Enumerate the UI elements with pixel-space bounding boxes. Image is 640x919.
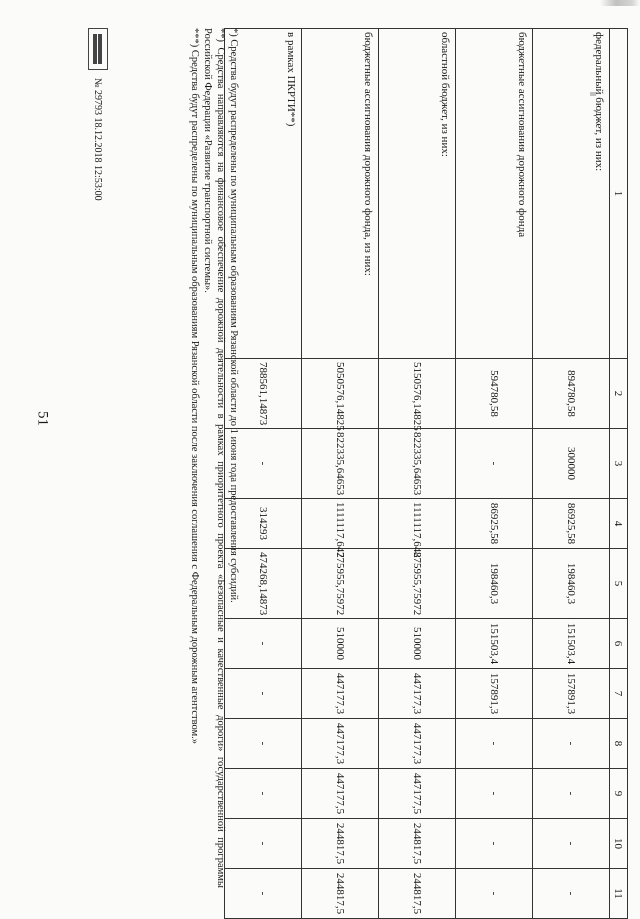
row-label: бюджетные ассигнования дорожного фонда <box>456 29 533 359</box>
table-cell: - <box>533 719 610 769</box>
table-cell: 244817,5 <box>302 869 379 919</box>
table-cell: 1111117,642 <box>302 499 379 549</box>
budget-table <box>224 28 628 919</box>
table-cell: 244817,5 <box>379 869 456 919</box>
table-cell: 447177,3 <box>302 719 379 769</box>
table-cell: 314293 <box>225 499 302 549</box>
col-number: 9 <box>610 769 628 819</box>
table-cell: 775955,75972 <box>302 549 379 619</box>
table-cell: - <box>456 819 533 869</box>
row-label: бюджетные ассигнования дорожного фонда, из них: <box>302 29 379 359</box>
table-cell: 5050576,14825 <box>302 359 379 429</box>
col-number: 1 <box>610 29 628 359</box>
table-cell: 447177,3 <box>379 719 456 769</box>
row-label: областной бюджет, из них: <box>379 29 456 359</box>
table-cell: - <box>456 869 533 919</box>
table-cell: - <box>225 719 302 769</box>
table-cell: - <box>225 769 302 819</box>
table-cell: 86925,58 <box>533 499 610 549</box>
table-cell: - <box>456 429 533 499</box>
footnote: ***) Средства будут распределены по муниципальным образованиям Рязанской области после заключения соглашения с Федеральным дорожным агентством.» <box>189 28 200 745</box>
table-cell: 822335,64653 <box>302 429 379 499</box>
table-cell: 151503,4 <box>533 619 610 669</box>
page-number: 51 <box>34 411 51 426</box>
table-cell: - <box>225 619 302 669</box>
table-cell: 198460,3 <box>533 549 610 619</box>
table-cell: 594780,58 <box>456 359 533 429</box>
col-number: 11 <box>610 869 628 919</box>
table-cell: - <box>225 429 302 499</box>
table-cell: 447177,3 <box>379 669 456 719</box>
stamp-logo-icon <box>88 28 108 70</box>
col-number: 5 <box>610 549 628 619</box>
col-number: 7 <box>610 669 628 719</box>
registration-stamp <box>88 28 108 201</box>
table-cell: 244817,5 <box>379 819 456 869</box>
stamp-text: № 29793 18.12.2018 12:53:00 <box>92 78 104 201</box>
table-cell: 510000 <box>302 619 379 669</box>
table-cell: 474268,14873 <box>225 549 302 619</box>
table-cell: - <box>225 669 302 719</box>
table-cell: 894780,58 <box>533 359 610 429</box>
table-cell: 5150576,14825 <box>379 359 456 429</box>
table-cell: - <box>533 869 610 919</box>
table-cell: 822335,64653 <box>379 429 456 499</box>
table-cell: 875955,75972 <box>379 549 456 619</box>
table-cell: 447177,5 <box>302 769 379 819</box>
table-row <box>302 29 379 919</box>
column-number-row <box>610 29 628 919</box>
table-cell: 244817,5 <box>302 819 379 869</box>
col-number: 8 <box>610 719 628 769</box>
table-cell: 300000 <box>533 429 610 499</box>
table-cell: 447177,3 <box>302 669 379 719</box>
table-cell: 447177,5 <box>379 769 456 819</box>
col-number: 4 <box>610 499 628 549</box>
table-cell: 157891,3 <box>456 669 533 719</box>
scan-artifact <box>600 0 640 6</box>
row-label: федеральный бюджет, из них: <box>533 29 610 359</box>
table-cell: 788561,14873 <box>225 359 302 429</box>
table-cell: 86925,58 <box>456 499 533 549</box>
table-cell: - <box>533 769 610 819</box>
footnote: *) Средства будут распределены по муниципальным образованиям Рязанской области до 1 июня года предоставления субсидий. <box>228 28 239 603</box>
col-number: 3 <box>610 429 628 499</box>
table-cell: - <box>456 769 533 819</box>
footnote: **) Средства направляются на финансовое обеспечение дорожной деятельности в рамках приоритетного проекта «Безопасные и качественные дороги» государственной программы Российской Федерации «Развитие транспортной системы». <box>202 28 226 888</box>
rotated-page-content <box>80 28 628 915</box>
table-cell: 510000 <box>379 619 456 669</box>
table-row <box>379 29 456 919</box>
table-cell: - <box>225 869 302 919</box>
footnotes <box>188 28 240 888</box>
table-row <box>533 29 610 919</box>
col-number: 6 <box>610 619 628 669</box>
table-row <box>456 29 533 919</box>
row-label: в рамках ПКРТИ**) <box>225 29 302 359</box>
table-cell: 198460,3 <box>456 549 533 619</box>
table-cell: - <box>225 819 302 869</box>
col-number: 2 <box>610 359 628 429</box>
col-number: 10 <box>610 819 628 869</box>
table-cell: - <box>533 819 610 869</box>
table-cell: 151503,4 <box>456 619 533 669</box>
table-cell: 1111117,642 <box>379 499 456 549</box>
table-cell: - <box>456 719 533 769</box>
table-cell: 157891,3 <box>533 669 610 719</box>
